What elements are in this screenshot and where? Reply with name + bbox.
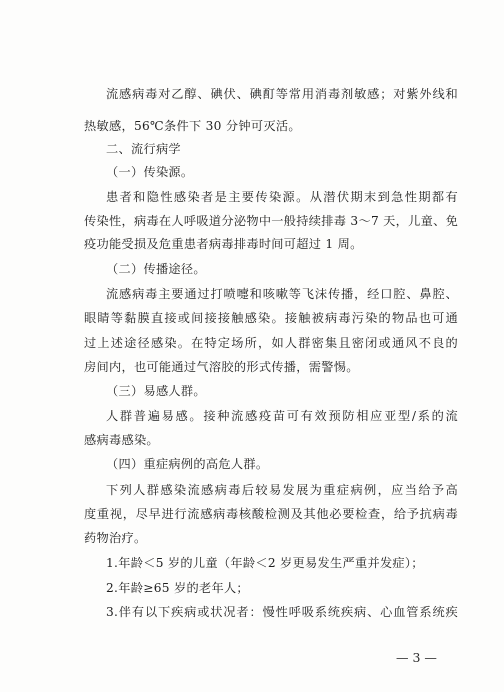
paragraph-line: 感病毒感染。: [84, 433, 159, 447]
paragraph-line: 疫功能受损及危重患者病毒排毒时间可超过 1 周。: [84, 237, 363, 251]
subsection-heading: （二）传播途径。: [106, 262, 206, 276]
subsection-heading: （一）传染源。: [106, 165, 194, 179]
paragraph-line: 房间内，也可能通过气溶胶的形式传播，需警惕。: [84, 360, 359, 374]
section-heading: 二、流行病学: [106, 142, 181, 156]
paragraph-line: 药物治疗。: [84, 531, 147, 545]
paragraph-line: 热敏感，56℃条件下 30 分钟可灭活。: [84, 119, 301, 133]
paragraph-line: 过上述途径感染。在特定场所，如人群密集且密闭或通风不良的: [84, 336, 458, 350]
paragraph-line: 传染性，病毒在人呼吸道分泌物中一般持续排毒 3～7 天，儿童、免: [84, 214, 459, 228]
paragraph-line: 眼睛等黏膜直接或间接接触感染。接触被病毒污染的物品也可通: [84, 311, 458, 325]
paragraph-line: 患者和隐性感染者是主要传染源。从潜伏期末到急性期都有: [106, 190, 458, 204]
paragraph-line: 下列人群感染流感病毒后较易发展为重症病例，应当给予高: [106, 483, 458, 497]
subsection-heading: （四）重症病例的高危人群。: [106, 457, 269, 471]
paragraph-line: 人群普遍易感。接种流感疫苗可有效预防相应亚型/系的流: [106, 409, 458, 423]
subsection-heading: （三）易感人群。: [106, 384, 206, 398]
list-item: 3.伴有以下疾病或状况者：慢性呼吸系统疾病、心血管系统疾: [106, 605, 458, 619]
paragraph-line: 流感病毒主要通过打喷嚏和咳嗽等飞沫传播，经口腔、鼻腔、: [106, 287, 458, 301]
paragraph-line: 流感病毒对乙醇、碘伏、碘酊等常用消毒剂敏感；对紫外线和: [106, 87, 458, 101]
list-item: 2.年龄≥65 岁的老年人；: [106, 581, 249, 595]
list-item: 1.年龄＜5 岁的儿童（年龄＜2 岁更易发生严重并发症）；: [106, 556, 424, 570]
paragraph-line: 度重视，尽早进行流感病毒核酸检测及其他必要检查，给予抗病毒: [84, 507, 458, 521]
page-number: — 3 —: [396, 650, 437, 665]
